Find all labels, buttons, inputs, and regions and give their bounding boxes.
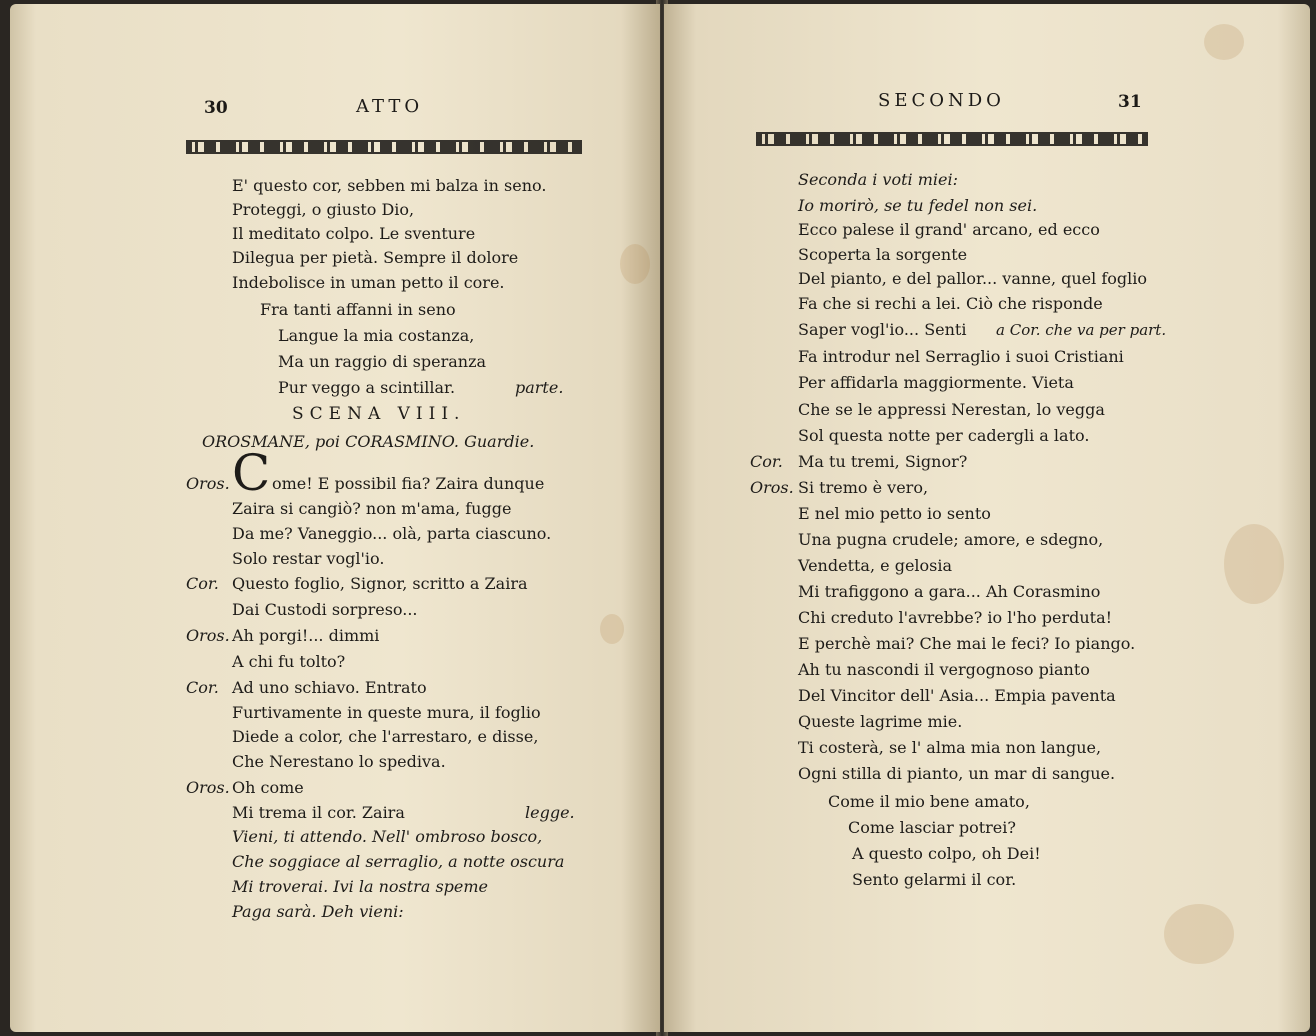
- aria-line: Ma un raggio di speranza: [278, 352, 487, 371]
- dialogue-line: Per affidarla maggiormente. Vieta: [798, 373, 1074, 392]
- speaker-label: Oros.: [186, 626, 230, 645]
- aria-line: A questo colpo, oh Dei!: [852, 844, 1041, 863]
- speaker-label: Oros.: [186, 778, 230, 797]
- ornament-rule: [756, 132, 1148, 146]
- letter-line: Che soggiace al serraglio, a notte oscura: [232, 852, 565, 871]
- foxing-stain: [1224, 524, 1284, 604]
- dialogue-line: Ad uno schiavo. Entrato: [232, 678, 427, 697]
- dialogue-line: E perchè mai? Che mai le feci? Io piango.: [798, 634, 1136, 653]
- aria-line: Fra tanti affanni in seno: [260, 300, 456, 319]
- running-head: SECONDO: [878, 90, 1005, 111]
- dialogue-line: Oh come: [232, 778, 304, 797]
- ornament-rule: [186, 140, 582, 154]
- stage-direction: a Cor. che va per part.: [996, 321, 1167, 339]
- dialogue-line: Mi trafiggono a gara... Ah Corasmino: [798, 582, 1101, 601]
- dialogue-line: Del Vincitor dell' Asia... Empia paventa: [798, 686, 1116, 705]
- dialogue-line: Questo foglio, Signor, scritto a Zaira: [232, 574, 528, 593]
- running-head: ATTO: [356, 96, 424, 117]
- dialogue-line: Fa introdur nel Serraglio i suoi Cristiani: [798, 347, 1124, 366]
- speaker-label: Oros.: [186, 474, 230, 493]
- dialogue-line: Che Nerestano lo spediva.: [232, 752, 446, 771]
- foxing-stain: [1204, 24, 1244, 60]
- letter-line: Mi troverai. Ivi la nostra speme: [232, 877, 488, 896]
- dialogue-line: Scoperta la sorgente: [798, 245, 968, 264]
- aria-line: Langue la mia costanza,: [278, 326, 475, 345]
- verse-line: Proteggi, o giusto Dio,: [232, 200, 415, 219]
- dialogue-line: Dai Custodi sorpreso...: [232, 600, 418, 619]
- aria-line: Sento gelarmi il cor.: [852, 870, 1017, 889]
- foxing-stain: [620, 244, 650, 284]
- dialogue-line: Chi creduto l'avrebbe? io l'ho perduta!: [798, 608, 1113, 627]
- dialogue-line: E nel mio petto io sento: [798, 504, 991, 523]
- drop-cap: C: [232, 444, 271, 502]
- aria-line: Come lasciar potrei?: [848, 818, 1016, 837]
- page-number: 31: [1118, 92, 1142, 112]
- dialogue-line: Che se le appressi Nerestan, lo vegga: [798, 400, 1105, 419]
- dialogue-line: Una pugna crudele; amore, e sdegno,: [798, 530, 1104, 549]
- dialogue-line: Ah tu nascondi il vergognoso pianto: [798, 660, 1090, 679]
- dialogue-line: Ah porgi!... dimmi: [232, 626, 380, 645]
- dialogue-line: Furtivamente in queste mura, il foglio: [232, 703, 541, 722]
- verse-line: Indebolisce in uman petto il core.: [232, 273, 505, 292]
- left-page: [10, 4, 660, 1032]
- verse-line: E' questo cor, sebben mi balza in seno.: [232, 176, 547, 195]
- dialogue-line: Mi trema il cor. Zaira: [232, 803, 405, 822]
- dialogue-line: Da me? Vaneggio... olà, parta ciascuno.: [232, 524, 552, 543]
- dialogue-line: A chi fu tolto?: [232, 652, 346, 671]
- dialogue-line: Vendetta, e gelosia: [798, 556, 953, 575]
- scene-title: SCENA VIII.: [292, 404, 466, 424]
- dialogue-line: Del pianto, e del pallor... vanne, quel foglio: [798, 269, 1147, 288]
- speaker-label: Cor.: [186, 574, 219, 593]
- dialogue-line: ome! E possibil fia? Zaira dunque: [272, 474, 545, 493]
- letter-line: Paga sarà. Deh vieni:: [232, 902, 404, 921]
- letter-line: Io morirò, se tu fedel non sei.: [798, 196, 1038, 215]
- dialogue-line: Fa che si rechi a lei. Ciò che risponde: [798, 294, 1103, 313]
- dialogue-line: Queste lagrime mie.: [798, 712, 963, 731]
- foxing-stain: [1164, 904, 1234, 964]
- aria-line: Pur veggo a scintillar.: [278, 378, 456, 397]
- speaker-label: Cor.: [750, 452, 783, 471]
- stage-direction: parte.: [515, 378, 564, 397]
- dialogue-line: Ti costerà, se l' alma mia non langue,: [798, 738, 1102, 757]
- dialogue-line: Saper vogl'io... Senti: [798, 320, 967, 339]
- speaker-label: Cor.: [186, 678, 219, 697]
- dialogue-line: Sol questa notte per cadergli a lato.: [798, 426, 1090, 445]
- dialogue-line: Ma tu tremi, Signor?: [798, 452, 968, 471]
- speaker-label: Oros.: [750, 478, 794, 497]
- foxing-stain: [600, 614, 624, 644]
- scene-persons: OROSMANE, poi CORASMINO. Guardie.: [202, 432, 535, 451]
- verse-line: Dilegua per pietà. Sempre il dolore: [232, 248, 519, 267]
- verse-line: Il meditato colpo. Le sventure: [232, 224, 476, 243]
- dialogue-line: Si tremo è vero,: [798, 478, 929, 497]
- letter-line: Seconda i voti miei:: [798, 170, 958, 189]
- dialogue-line: Diede a color, che l'arrestaro, e disse,: [232, 727, 539, 746]
- dialogue-line: Zaira si cangiò? non m'ama, fugge: [232, 499, 512, 518]
- page-number: 30: [204, 98, 228, 118]
- aria-line: Come il mio bene amato,: [828, 792, 1030, 811]
- dialogue-line: Solo restar vogl'io.: [232, 549, 385, 568]
- right-page: [664, 4, 1310, 1032]
- letter-line: Vieni, ti attendo. Nell' ombroso bosco,: [232, 827, 543, 846]
- dialogue-line: Ecco palese il grand' arcano, ed ecco: [798, 220, 1100, 239]
- dialogue-line: Ogni stilla di pianto, un mar di sangue.: [798, 764, 1116, 783]
- stage-direction: legge.: [525, 803, 575, 822]
